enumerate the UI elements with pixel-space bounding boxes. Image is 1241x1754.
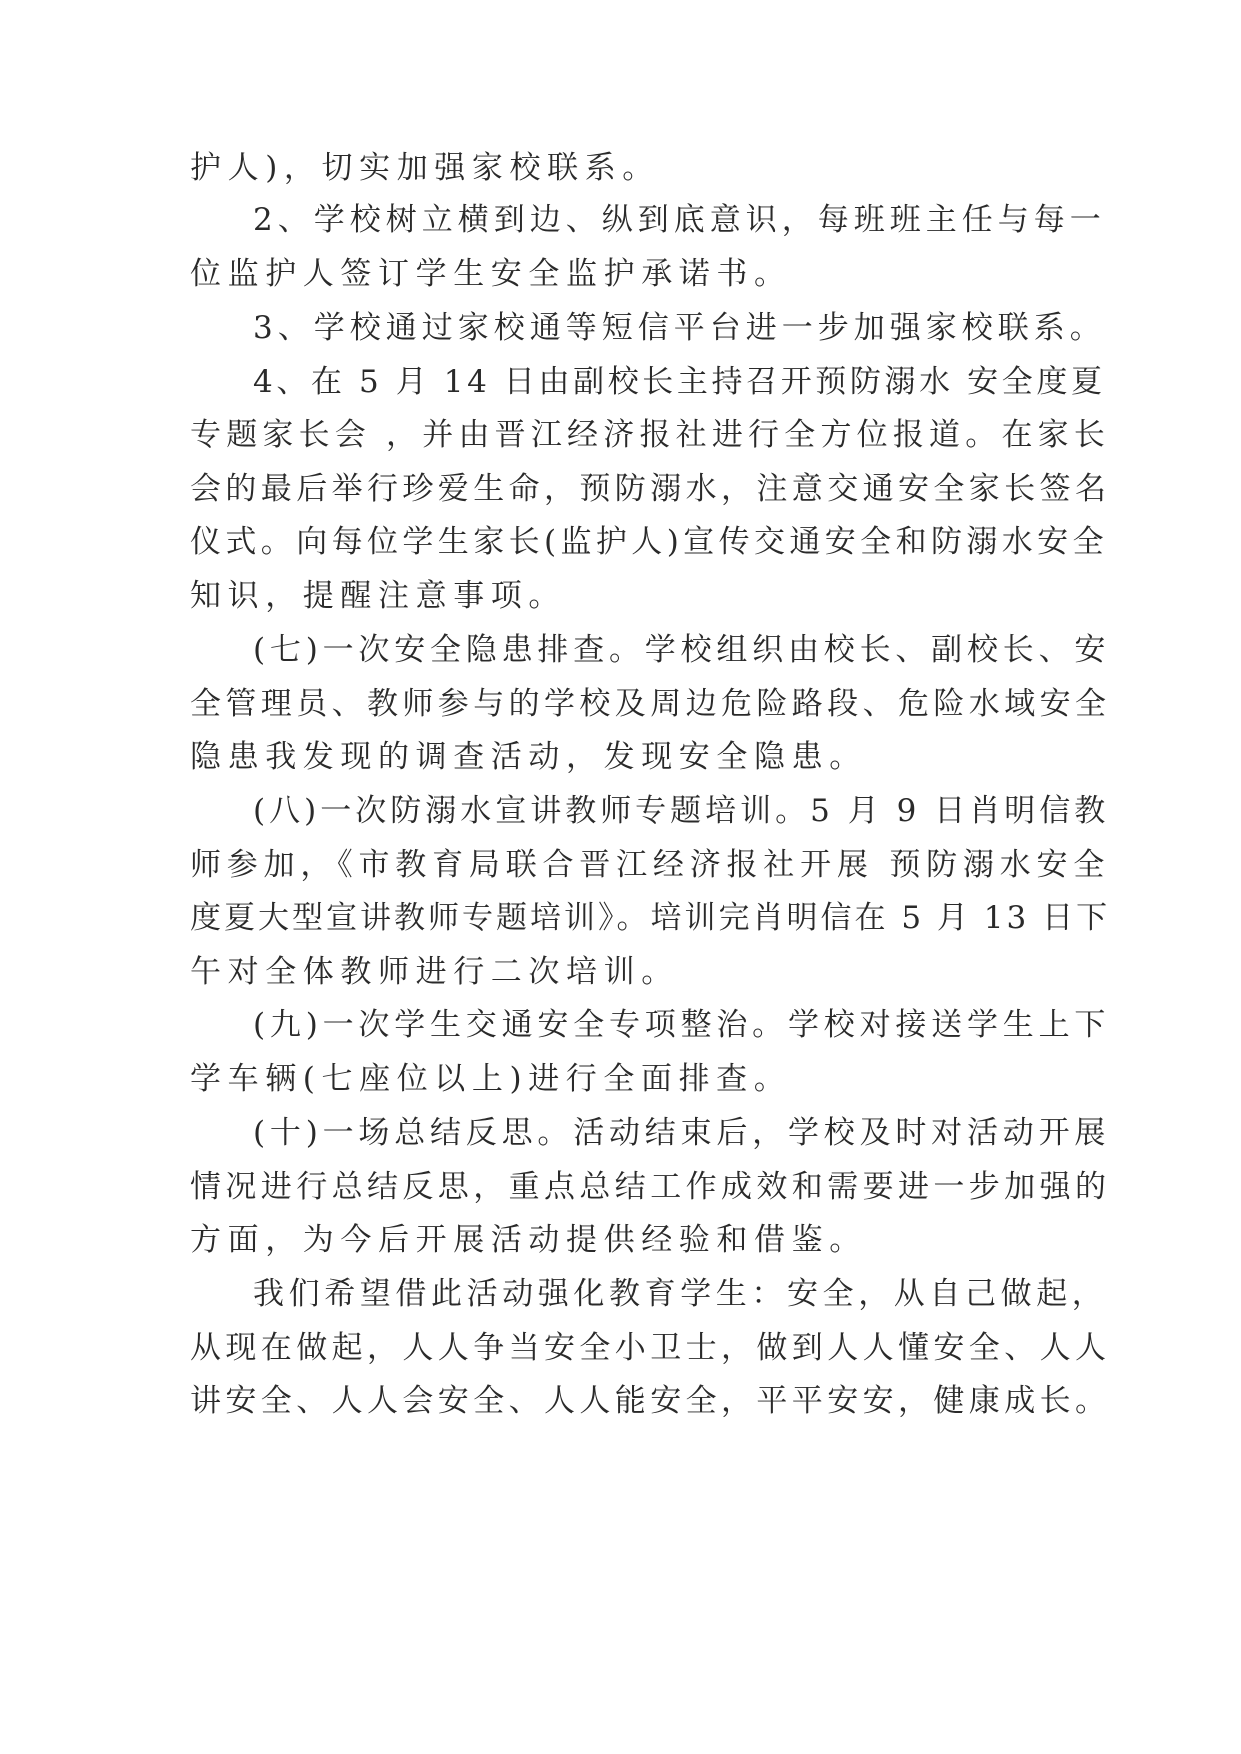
- text-line: 2、学校树立横到边、纵到底意识，每班班主任与每一: [253, 202, 1106, 238]
- text-line: 我们希望借此活动强化教育学生：安全，从自己做起，: [253, 1276, 1108, 1312]
- text-line: (七)一次安全隐患排查。学校组织由校长、副校长、安: [253, 632, 1111, 668]
- text-line: 知识，提醒注意事项。: [190, 578, 566, 614]
- text-line: 全管理员、教师参与的学校及周边危险路段、危险水域安全: [190, 686, 1111, 722]
- text-line: 3、学校通过家校通等短信平台进一步加强家校联系。: [253, 310, 1106, 346]
- text-line: 护人)，切实加强家校联系。: [190, 150, 660, 186]
- text-line: 4、在 5 月 14 日由副校长主持召开预防溺水 安全度夏: [253, 364, 1106, 400]
- text-line: 师参加，《市教育局联合晋江经济报社开展 预防溺水安全: [190, 847, 1111, 883]
- text-line: 隐患我发现的调查活动，发现安全隐患。: [190, 739, 867, 775]
- text-line: 学车辆(七座位以上)进行全面排查。: [190, 1061, 792, 1097]
- text-line: (十)一场总结反思。活动结束后，学校及时对活动开展: [253, 1115, 1111, 1151]
- text-line: (九)一次学生交通安全专项整治。学校对接送学生上下: [253, 1007, 1111, 1043]
- text-line: 会的最后举行珍爱生命，预防溺水，注意交通安全家长签名: [190, 471, 1111, 507]
- text-line: 方面，为今后开展活动提供经验和借鉴。: [190, 1222, 867, 1258]
- text-line: 午对全体教师进行二次培训。: [190, 954, 679, 990]
- text-line: 位监护人签订学生安全监护承诺书。: [190, 256, 792, 292]
- text-line: 专题家长会 ，并由晋江经济报社进行全方位报道。在家长: [190, 417, 1111, 453]
- text-line: 情况进行总结反思，重点总结工作成效和需要进一步加强的: [190, 1169, 1111, 1205]
- text-line: (八)一次防溺水宣讲教师专题培训。5 月 9 日肖明信教: [253, 793, 1110, 829]
- text-line: 仪式。向每位学生家长(监护人)宣传交通安全和防溺水安全: [190, 524, 1108, 560]
- text-line: 度夏大型宣讲教师专题培训》。培训完肖明信在 5 月 13 日下: [190, 900, 1111, 936]
- text-line: 从现在做起，人人争当安全小卫士，做到人人懂安全、人人: [190, 1330, 1111, 1366]
- text-line: 讲安全、人人会安全、人人能安全，平平安安，健康成长。: [190, 1383, 1111, 1419]
